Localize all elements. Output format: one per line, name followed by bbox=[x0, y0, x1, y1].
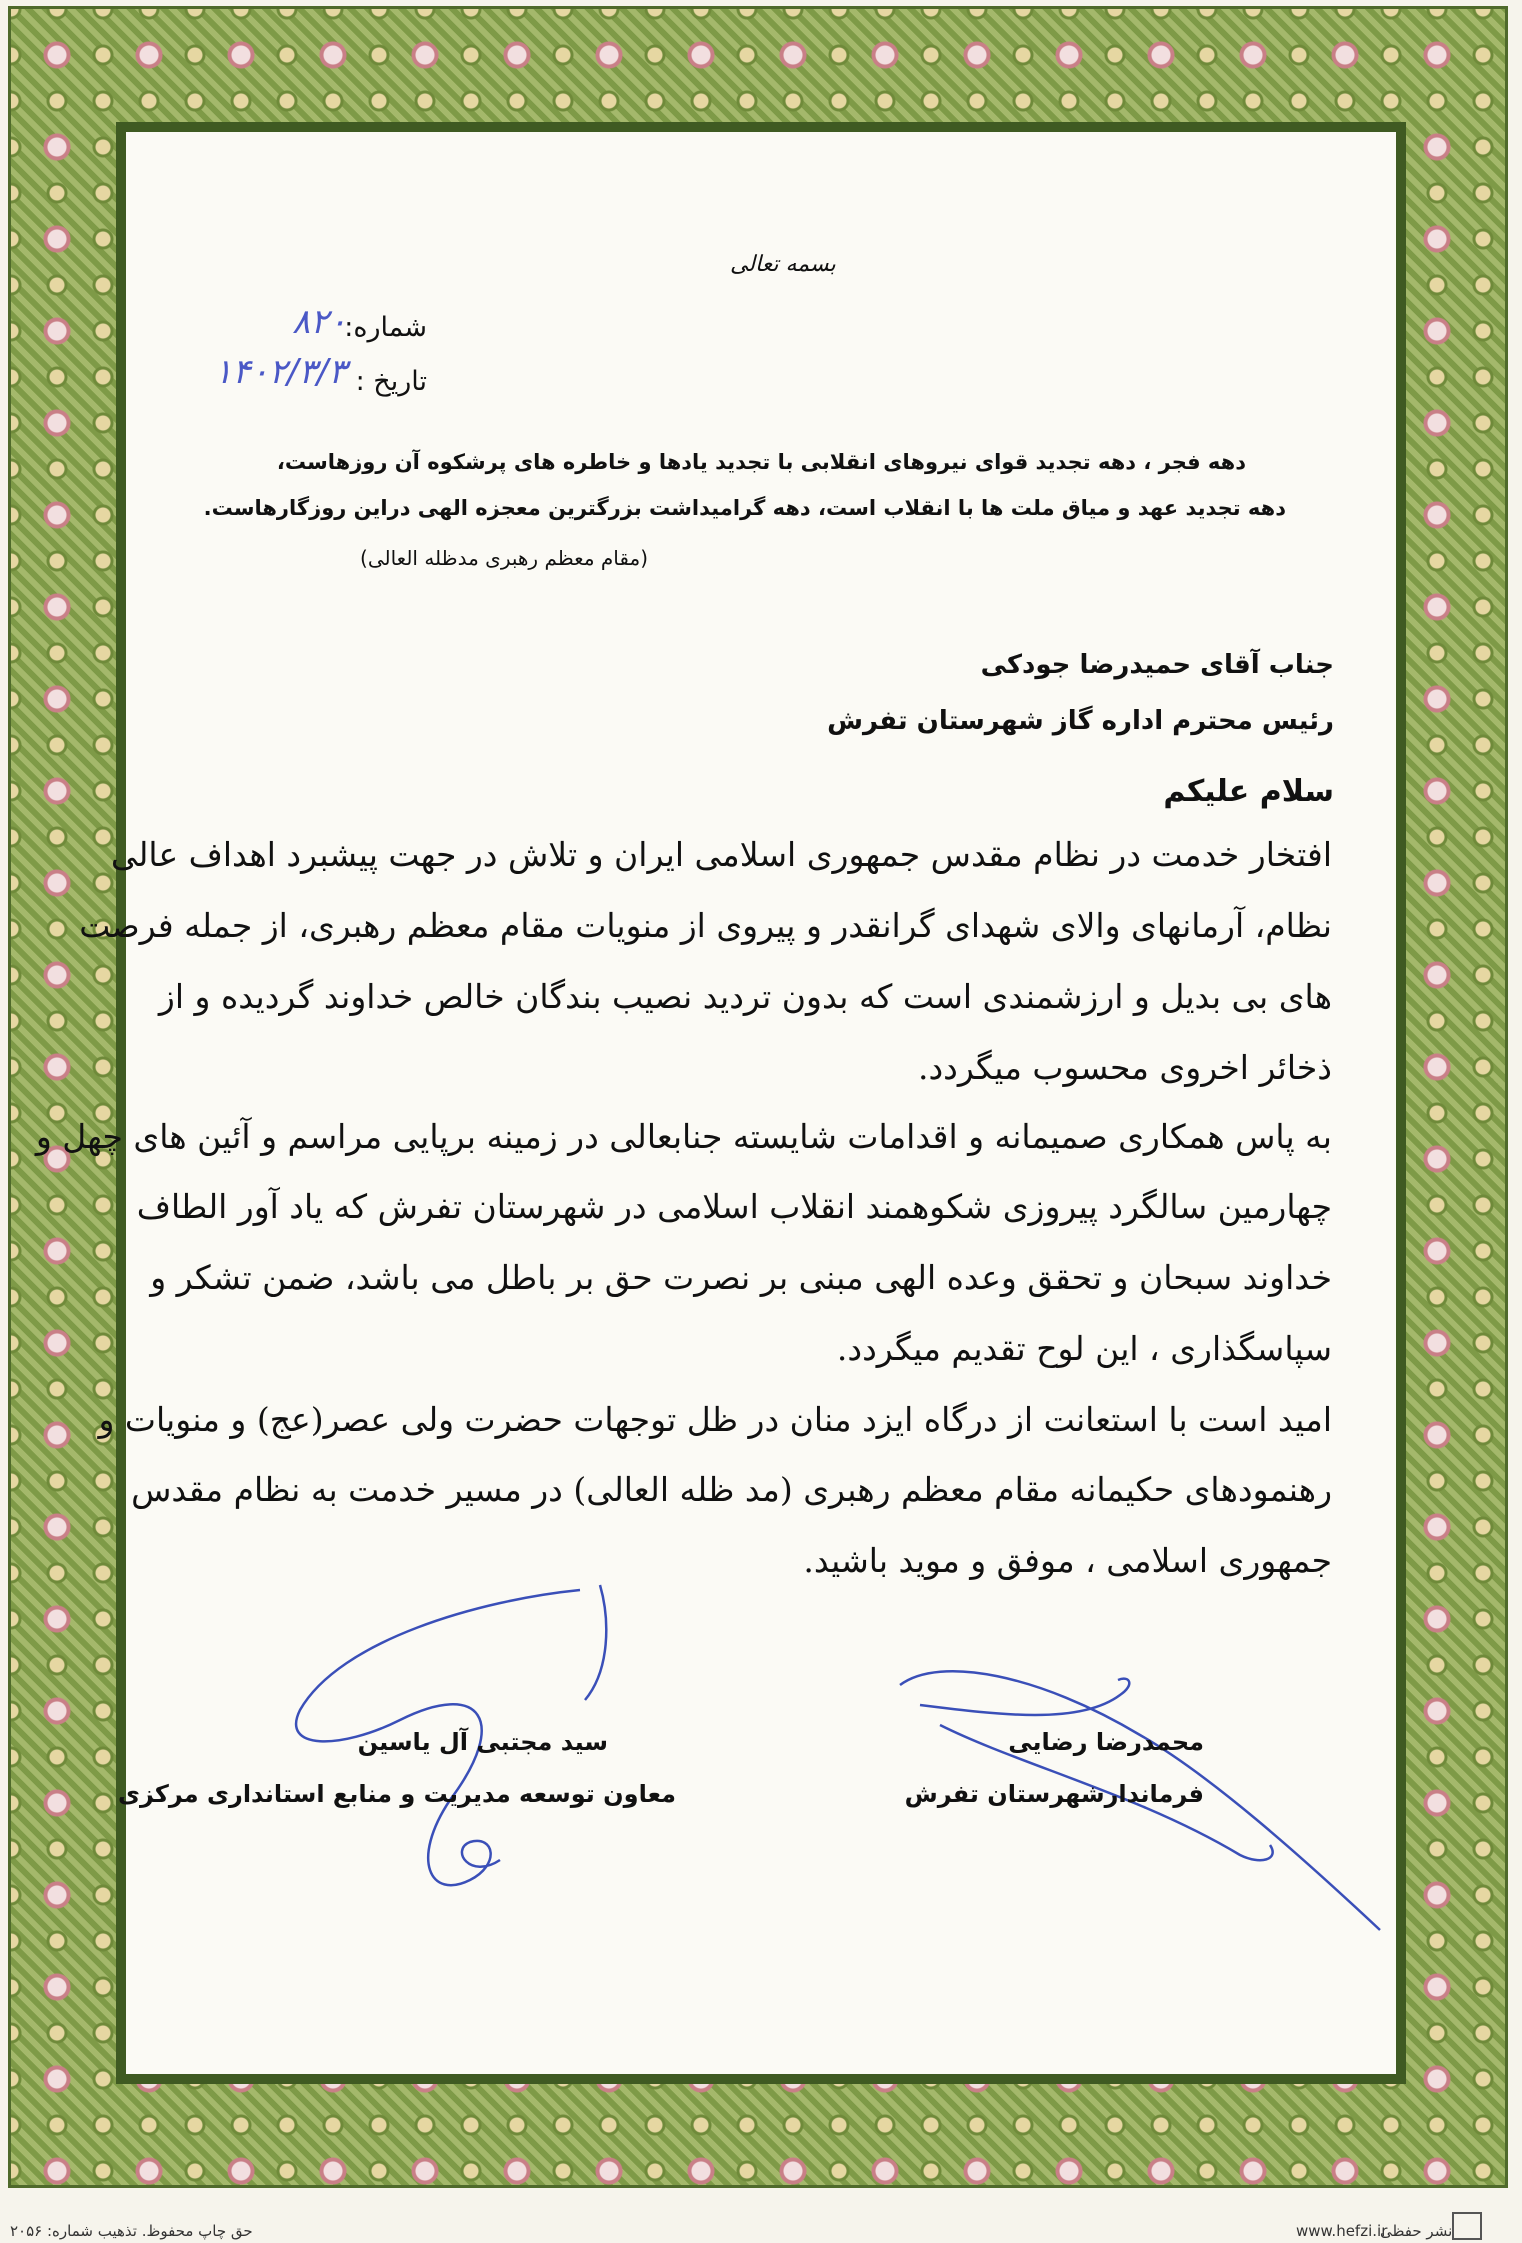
body-line: ذخائر اخروی محسوب میگردد. bbox=[917, 1048, 1332, 1087]
publisher-logo-icon bbox=[1452, 2212, 1482, 2240]
quote-attribution: (مقام معظم رهبری مدظله العالی) bbox=[360, 546, 648, 570]
body-line: به پاس همکاری صمیمانه و اقدامات شایسته جنابعالی در زمینه برپایی مراسم و آئین های چهل و bbox=[35, 1117, 1332, 1156]
body-line: جمهوری اسلامی ، موفق و موید باشید. bbox=[803, 1541, 1332, 1580]
body-line: سپاسگذاری ، این لوح تقدیم میگردد. bbox=[836, 1329, 1332, 1368]
greeting: سلام علیکم bbox=[1163, 774, 1334, 809]
publisher-name: نشر حفظی bbox=[1380, 2222, 1453, 2240]
number-label: شماره: bbox=[344, 312, 427, 343]
signatory-left-title: معاون توسعه مدیریت و منابع استانداری مرکزی bbox=[117, 1780, 676, 1808]
body-line: نظام، آرمانهای والای شهدای گرانقدر و پیروی از منویات مقام معظم رهبری، از جمله فرصت bbox=[79, 906, 1332, 945]
body-line: چهارمین سالگرد پیروزی شکوهمند انقلاب اسلامی در شهرستان تفرش که یاد آور الطاف bbox=[136, 1187, 1332, 1226]
date-value: ۱۴۰۲/۳/۳ bbox=[214, 352, 347, 392]
body-line: خداوند سبحان و تحقق وعده الهی مبنی بر نصرت حق بر باطل می باشد، ضمن تشکر و bbox=[150, 1258, 1332, 1297]
signatory-left-name: سید مجتبی آل یاسین bbox=[357, 1728, 608, 1756]
body-line: امید است با استعانت از درگاه ایزد منان در ظل توجهات حضرت ولی عصر(عج) و منویات و bbox=[98, 1400, 1332, 1439]
bismillah: بسمه تعالی bbox=[730, 252, 836, 277]
date-label: تاریخ : bbox=[355, 366, 427, 397]
body-line: رهنمودهای حکیمانه مقام معظم رهبری (مد ظله العالی) در مسیر خدمت به نظام مقدس bbox=[131, 1470, 1332, 1509]
recipient-title: رئیس محترم اداره گاز شهرستان تفرش bbox=[827, 706, 1334, 736]
copyright-notice: حق چاپ محفوظ. تذهیب شماره: ۲۰۵۶ bbox=[10, 2222, 253, 2240]
body-line: های بی بدیل و ارزشمندی است که بدون تردید نصیب بندگان خالص خداوند گردیده و از bbox=[158, 977, 1332, 1016]
body-line: افتخار خدمت در نظام مقدس جمهوری اسلامی ایران و تلاش در جهت پیشبرد اهداف عالی bbox=[110, 835, 1332, 874]
number-value: ۸۲۰ bbox=[292, 302, 347, 342]
signatory-right-name: محمدرضا رضایی bbox=[1008, 1728, 1204, 1756]
recipient-name: جناب آقای حمیدرضا جودکی bbox=[980, 650, 1334, 680]
quote-line-1: دهه فجر ، دهه تجدید قوای نیروهای انقلابی با تجدید یادها و خاطره های پرشکوه آن روزهاست، bbox=[276, 450, 1246, 474]
quote-line-2: دهه تجدید عهد و میاق ملت ها با انقلاب است، دهه گرامیداشت بزرگترین معجزه الهی دراین روزگارهاست. bbox=[203, 496, 1286, 520]
publisher-site: www.hefzi.ir bbox=[1296, 2222, 1388, 2240]
signatory-right-title: فرماندارشهرستان تفرش bbox=[904, 1780, 1204, 1808]
